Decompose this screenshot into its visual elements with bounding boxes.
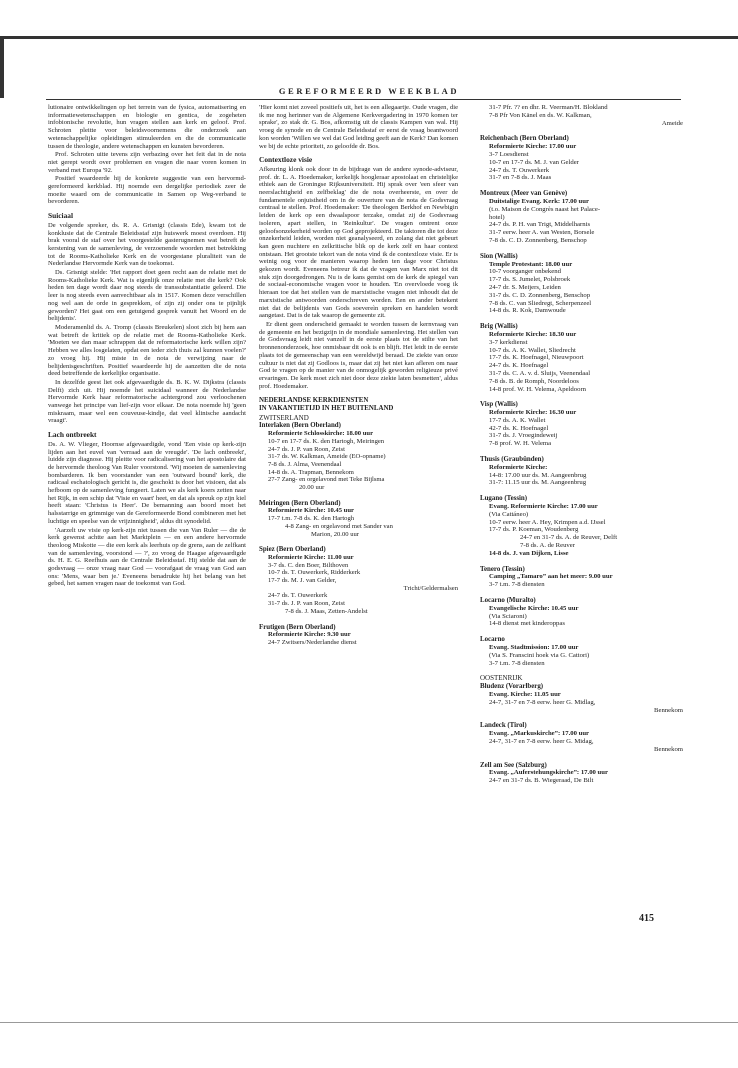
country-heading: ZWITSERLAND	[259, 413, 309, 422]
service-line: 3-7 Loesdienst	[489, 150, 529, 158]
service-line: 7-8 ds. J. Alma, Veenendaal	[268, 460, 342, 468]
service-line: 7-8 ds. A. de Reuver	[520, 542, 575, 550]
service-church: Camping „Tamaro” aan het meer: 9.00 uur	[489, 573, 613, 581]
service-line: 31-7 eerw. heer A. van Westen, Borsele	[489, 229, 595, 237]
scan-edge-bottom	[0, 1022, 738, 1023]
service-entry	[480, 683, 683, 714]
listing-title: IN VAKANTIETIJD IN HET BUITENLAND	[259, 405, 394, 413]
service-entry	[480, 722, 683, 753]
section-heading: Lach ontbreekt	[48, 430, 97, 440]
service-line: 20.00 uur	[299, 484, 325, 492]
paragraph: Ds. Grisnigt stelde: 'Het rapport doet geen recht aan de relatie met de Rooms-Katholieke Kerk. Wat is eigenlijk onze relatie met die kerk? Ook heden ten dage wordt daar nog steeds de transsubstantiatie geleerd. Die leer is nog steeds even aanvechtbaar als in 1517. Komen deze verschillen nog wel aan de orde in gesprekken, of zijn zij onder ons te pijnlijk geworden? Het gaat om een getuigend gesprek vanuit het Woord en de belijdenis'.	[48, 269, 246, 323]
service-line: 31-7: 11.15 uur ds. M. Aangeenbrug	[489, 479, 587, 487]
service-line: 17-7 t.m. 7-8 ds. K. den Hartogh	[268, 515, 355, 523]
service-line: 17-7 ds. P. Koeman, Woudenberg	[489, 526, 579, 534]
service-church: Temple Protestant: 18.00 uur	[489, 260, 573, 268]
service-entry	[480, 762, 683, 785]
service-line: 31-7 ds. C. A. v. d. Sluijs, Veenendaal	[489, 369, 591, 377]
service-church: Reformierte Kirche: 9.30 uur	[268, 631, 351, 639]
column-2	[259, 104, 458, 655]
service-place: Brig (Wallis)	[480, 323, 518, 331]
service-church: Reformierte Kirche: 11.00 uur	[268, 553, 354, 561]
service-entry	[480, 104, 683, 127]
header-rule	[46, 99, 681, 100]
listing-title: NEDERLANDSE KERKDIENSTEN	[259, 397, 369, 405]
paragraph: lutionaire ontwikkelingen op het terrein van de fysica, automatisering en informatiewetenschappen en biologie en gentica, de zogeheten infobionische revolutie, hun vragen stellen aan kerk en geloof. Prof. Schroten pleitte voor beleidsvoornemens die onderzoek aan wetenschappelijke opleidingen stimuleerden en die de communicatie tussen de theologie, andere wetenschappen en kunsten bevorderen.	[48, 104, 246, 150]
service-place: Locarno	[480, 636, 505, 644]
service-church: Reformierte Kirche:	[489, 463, 548, 471]
service-note: (Via S. Franscini hoek via G. Cattori)	[489, 651, 590, 659]
service-line: 17-7 ds. M. J. van Gelder,	[268, 577, 337, 585]
paragraph: 'Aarzelt uw visie op kerk-zijn niet tussen die van Van Ruler — die de kerk gewenst achtte aan het Marktplein — en een andere hervormde theoloog Miskotte — die een kerk als leerhuis op de grens, aan de zelfkant van de samenleving, voorstond — ?', zo vroeg de Haagse afgevaardigde ds. H. E. G. Reefhuis aan de Centrale Beleidsstaf. Hij stelde dat aan de godsvraag — onze vraag naar God — voorafgaat de vraag van God aan ons: 'Mens, waar ben je.' Eveneens benadrukte hij het belang van het gebed, het samen vragen naar de toekomst van God.	[48, 526, 246, 588]
service-entry	[480, 190, 683, 245]
service-place: Tenero (Tessin)	[480, 565, 525, 573]
paragraph: Er dient geen onderscheid gemaakt te worden tussen de kernvraag van de gemeente en het bezigzijn in de mondiale samenleving. Het stellen van de Godsvraag leidt niet vanzelf in de eerste plaats tot de stilte van het bronnenonderzoek, hoe onmisbaar dit ook is en blijft. Het leidt in de eerste plaats tot de gemeenschap van een wereldwijd beraad. De ziekte van onze cultuur is niet dat zij Godloos is, maar dat zij het niet kan afleren om naar God te vragen op de manier van de onmogelijk geworden religieuze privé ervaringen. De kerk moet zich niet door deze ziekte laten besmetten', aldus prof. Hoedemaker.	[259, 320, 458, 390]
paragraph: In dezelfde geest liet ook afgevaardigde ds. B. K. W. Dijkstra (classis Delft) zich uit. Hij noemde het suicidaal wanneer de Nederlandse Hervormde Kerk haar reformatorische achtergrond zou verloochenen vanwege het principe van lief-zijn voor elkaar. De nota noemde hij 'geen miskraam, maar wel een couveuse-kindje, dat veel klinische aandacht vraagt'.	[48, 378, 246, 425]
country-heading: OOSTENRIJK	[480, 674, 523, 683]
service-line: 14-8 ds. R. Kok, Damwoude	[489, 307, 566, 315]
service-place: Locarno (Muralto)	[480, 597, 536, 605]
service-church: Evang. Stadtmission: 17.00 uur	[489, 644, 579, 652]
service-place: Visp (Wallis)	[480, 401, 518, 409]
service-line: 31-7 Pfr. ?? en dhr. R. Veerman/H. Blokland	[489, 104, 608, 111]
service-line: 24-7 dr. S. Meijers, Leiden	[489, 283, 561, 291]
service-line: 14-8 prof. W. H. Velema, Apeldoorn	[489, 385, 587, 393]
service-line: 17-7 ds. K. Hoefnagel, Nieuwpoort	[489, 354, 584, 362]
service-note: hotel)	[489, 213, 505, 221]
service-line: 10-7 ds. T. Ouwerkerk, Ridderkerk	[268, 569, 361, 577]
column-3	[480, 104, 683, 793]
paragraph: Afkeuring klonk ook door in de bijdrage van de andere synode-adviseur, prof. dr. L. A. Hoedemaker, kerkelijk hoogleraar apostolaat en christelijke ethiek aan de Groningse Rijksuniversiteit. Hij sprak over 'een sfeer van neerslachtigheid en zelfbeklag' die de nota overheerste, en over de fundamentele onjuistheid om in de ouverture van de nota de Godsvraag centraal te stellen. Prof. Hoedemaker: 'De theologen Berkhof en Newbigin leiden de kerk op een dwaalspoor terzake, omdat zij de Godsvraag isoleren, apart stellen, in 'Reinkultur'. De vragen omtrent onze geloofsonzekerheid worden op God geprojekteerd. De taktoren die tot deze onzekerheid leiden, worden niet geanalyseerd, en zolang dat niet gebeurt kan geen nuchtere en zelkritische blik op de kerk zelf en haar context ontstaan. Het grootste tekort van de nota vind ik de contextloze visie. Er is weinig oog voor de manieren waarop heden ten dage voor Christus gekozen wordt. Eveneens betreur ik dat de vragen van Marx niet tot dit stuk zijn doorgedrongen. Nu is de kans gemist om de kerk de spiegel van de sociaal-economische vragen voor te houden. 'En overvloede voeg ik hieraan toe dat het stellen van de marxistische vragen niet inhoudt dat de marxistische antwoorden onderschreven worden. Een en ander betekent niet dat de belijdenis van Gods soevereìn spreken en handelen wordt aangetast. Dat is de tak waarop de gemeente zit.	[259, 165, 458, 320]
service-line: 7-8 prof. W. H. Velema	[489, 440, 552, 448]
service-line: 4-8 Zang- en orgelavond met Sander van	[285, 522, 393, 530]
service-place: Sion (Wallis)	[480, 252, 518, 260]
paragraph: 'Hier komt niet zoveel positiefs uit, het is een allegaartje. Oude vragen, die ik me nog herinner van de Algemene Kerkvergadering in 1970 komen ter sprake', zo stak dr. G. Bos, afkomstig uit de classis Kampen van wal. Hij vroeg de synode en de Centrale Beleidsstaf er eerst de vraag beantwoord kon worden 'Willen we wel dat God leiding geeft aan de Kerk? Dan komen we bij de echte prioriteit, zo geloofde dr. Bos.	[259, 104, 458, 150]
service-entry	[259, 500, 458, 539]
service-entry	[259, 422, 458, 491]
service-line: 7-8 ds. C. van Sliedregt, Scherpenzeel	[489, 299, 592, 307]
service-line: 3-7 ds. C. den Boer, Bilthoven	[268, 561, 349, 569]
service-entry	[480, 135, 683, 182]
service-line: Marion, 20.00 uur	[311, 530, 359, 538]
service-place: Lugano (Tessin)	[480, 495, 528, 503]
service-entry	[480, 566, 683, 589]
service-line: 10-7 voorganger onbekend	[489, 268, 561, 276]
service-line: 24-7 en 31-7 ds. A. de Reuver, Delft	[520, 534, 618, 542]
service-church: Evang. Reformierte Kirche: 17.00 uur	[489, 503, 598, 511]
service-place: Meiringen (Bern Oberland)	[259, 499, 341, 507]
service-place: Zell am See (Salzburg)	[480, 761, 547, 769]
service-church: Evang. „Markuskirche”: 17.00 uur	[489, 730, 590, 738]
service-place: Landeck (Tirol)	[480, 722, 527, 730]
service-place: Interlaken (Bern Oberland)	[259, 422, 341, 430]
service-church: Reformierte Kirche: 17.00 uur	[489, 143, 577, 151]
service-line: Bennekom	[654, 745, 683, 753]
service-line: 7-8 ds. J. Maas, Zetten-Andelst	[285, 607, 368, 615]
service-note: (Via Sciaroni)	[489, 612, 527, 620]
service-line: 3-7 t.m. 7-8 diensten	[489, 659, 545, 667]
paragraph: Ds. A. W. Vlieger, Hoornse afgevaardigde, vond 'Een visie op kerk-zijn lijden aan het euvel van 'verraad aan de vreugde'. 'De lach ontbreekt', luidde zijn diagnose. Hij pleitte voor radicalisering van het apostolaire dat de hervormde theoloog Van Ruler voorstond. 'Wij moeten de samenleving bombarderen. Ik ben voorstander van een 'outward bound' kerk, die radicaal eschatologisch gericht is, die geschokt is door het visioen, dat als hefboom op de samenleving fungeert. Laten we als kerk koers zetten naar het Rijk, in een schip dat 'Visie en vaart' heet, en dat als spreuk op zijn kiel heeft staan: 'Christus is Heer'. De bemanning aan boord moet het halsstarrige en grimmige van de Gereformeerde Bond combineren met het luchtige en speelse van de vrijzinnigheid', aldus dit synodelid.	[48, 440, 246, 525]
paragraph: De volgende spreker, ds. R. A. Grisnigt (classis Ede), kwam tot de konklusie dat de Centrale Beleidsstaf zijn huiswerk moest overdoen. Hij brak vooral de staf over het voorgestelde gasterugnemen wat betreft de kerstening van de samenleving, de verzoenende woorden met betrekking tot de Rooms-Katholieke Kerk en de voorgestane pluraliteit van de Nederlandse Hervormde Kerk van de toekomst.	[48, 221, 246, 268]
service-entry	[480, 597, 683, 628]
service-line: Ameide	[661, 119, 683, 127]
service-entry	[480, 636, 683, 667]
service-line: 14-8 ds. J. van Dijken, Lisse	[489, 549, 569, 557]
service-note: (Via Cattáneo)	[489, 510, 529, 518]
page-header: GEREFORMEERD WEEKBLAD	[278, 86, 460, 96]
paragraph: Moderamenlid ds. A. Tromp (classis Breukelen) sloot zich bij hem aan wat betreft de kritiek op de relatie met de Rooms-Katholieke Kerk. 'Moeten we dan maar schrappen dat de reformatorische kerk willen zijn? Hebben we alles losgelaten, opdat een ieder zich thuis zal kunnen voelen?' zo vroeg hij. Hij miste in de nota de verwijzing naar de belijdenisgeschriften. Positief waardeerde hij de aanzetten die de nota deed betreffende de kerkelijke organisatie.	[48, 323, 246, 378]
service-line: Bennekom	[654, 706, 683, 714]
service-line: 14-8: 17.00 uur ds. M. Aangeenbrug	[489, 471, 587, 479]
service-line: 24-7, 31-7 en 7-8 eerw. heer G. Midag,	[489, 737, 594, 745]
service-line: 14-8 ds. A. Trapman, Bennekom	[268, 468, 354, 476]
service-place: Thusis (Graubünden)	[480, 456, 544, 464]
service-line: 24-7 ds. P. H. van Trigt, Middelharnis	[489, 221, 591, 229]
service-line: 3-7 t.m. 7-8 diensten	[489, 581, 545, 589]
service-place: Frutigen (Bern Oberland)	[259, 623, 336, 631]
service-church: Evang. „Auferstehungskirche”: 17.00 uur	[489, 769, 608, 777]
service-line: 24-7 ds. T. Ouwerkerk	[268, 592, 328, 600]
service-entry	[480, 495, 683, 557]
service-church: Evang. Kirche: 11.05 uur	[489, 691, 561, 698]
service-line: 24-7 ds. K. Hoefnagel	[489, 362, 549, 370]
service-entry	[480, 401, 683, 448]
section-heading: Suiciaal	[48, 211, 74, 221]
service-line: 24-7, 31-7 en 7-8 eerw. heer G. Midlag,	[489, 698, 596, 706]
service-line: 42-7 ds. K. Hoefnagel	[489, 424, 549, 432]
service-line: 24-7 ds. T. Ouwerkerk	[489, 166, 550, 174]
service-place: Spiez (Bern Oberland)	[259, 546, 326, 554]
scan-edge-top	[0, 36, 738, 39]
service-church: Reformierte Kirche: 16.30 uur	[489, 409, 577, 417]
service-line: 31-7 en 7-8 ds. J. Maas	[489, 174, 552, 182]
section-heading: Contextloze visie	[259, 155, 313, 165]
service-line: 31-7 ds. J. P. van Roon, Zeist	[268, 600, 345, 608]
service-church: Duitstalige Evang. Kerk: 17.00 uur	[489, 197, 589, 205]
service-line: 10-7 eerw. heer A. Hey, Krimpen a.d. IJssel	[489, 518, 606, 526]
service-place: Bludenz (Vorarlberg)	[480, 683, 544, 691]
service-entry	[259, 546, 458, 615]
page-number: 415	[639, 913, 654, 924]
paragraph: Prof. Schroten uitte tevens zijn verbazing over het feit dat in de nota niet gerept wordt over problemen en vragen die naar voren komen in verband met Europa '92.	[48, 151, 246, 174]
paragraph: Positief waardeerde hij de konkrete suggestie van een hervormd-gereformeerd kerkblad. Hij noemde een dergelijke periodiek zeer de moeite waard om de communicatie in Samen op Weg-verband te bevorderen.	[48, 175, 246, 206]
service-church: Reformierte Kirche: 10.45 uur	[268, 507, 354, 515]
service-line: 3-7 kerkdienst	[489, 338, 528, 346]
service-line: 24-7 Zwitsers/Nederlandse dienst	[268, 639, 357, 646]
service-place: Reichenbach (Bern Oberland)	[480, 135, 569, 143]
service-line: Tricht/Geldermalsen	[403, 584, 458, 592]
service-entry	[480, 323, 683, 393]
service-line: 10-7 en 17-7 ds. K. den Hartogh, Meiringen	[268, 437, 385, 445]
service-line: 14-8 dienst met kinderoppas	[489, 620, 565, 628]
service-line: 24-7 ds. J. P. van Roon, Zeist	[268, 445, 345, 453]
service-line: 27-7 Zang- en orgelavond met Teke Bijlsma	[268, 476, 385, 484]
column-1	[48, 104, 246, 589]
service-line: 7-8 ds. B. de Romph, Noordeloos	[489, 377, 579, 385]
service-line: 31-7 ds. C. D. Zonnenberg, Benschop	[489, 291, 591, 299]
service-line: 31-7 ds. J. Vroegindeweij	[489, 432, 558, 440]
service-note: (t.o. Maison de Congrès naast het Palace-	[489, 205, 601, 213]
service-line: 7-8 Pfr Von Känel en ds. W. Kalkman,	[489, 111, 592, 119]
service-entry	[480, 253, 683, 315]
service-line: 24-7 en 31-7 ds. B. Wiegeraad, De Bilt	[489, 777, 594, 785]
service-line: 7-8 ds. C. D. Zonnenberg, Benschop	[489, 236, 587, 244]
service-line: 17-7 ds. S. Jumelet, Polsbroek	[489, 276, 571, 284]
service-line: 31-7 ds. W. Kalkman, Ameide (EO-opname)	[268, 453, 386, 461]
service-entry	[480, 456, 683, 487]
service-entry	[259, 624, 458, 647]
service-place: Montreux (Meer van Genève)	[480, 190, 568, 198]
service-line: 17-7 ds. A. K. Wallet	[489, 416, 546, 424]
service-church: Reformierte Schlosskirche: 18.00 uur	[268, 430, 373, 438]
service-church: Evangelische Kirche: 10.45 uur	[489, 604, 579, 612]
service-line: 10-7 en 17-7 ds. M. J. van Gelder	[489, 158, 579, 166]
service-church: Reformierte Kirche: 18.30 uur	[489, 330, 577, 338]
service-line: 10-7 ds. A. K. Wallet, Sliedrecht	[489, 346, 576, 354]
